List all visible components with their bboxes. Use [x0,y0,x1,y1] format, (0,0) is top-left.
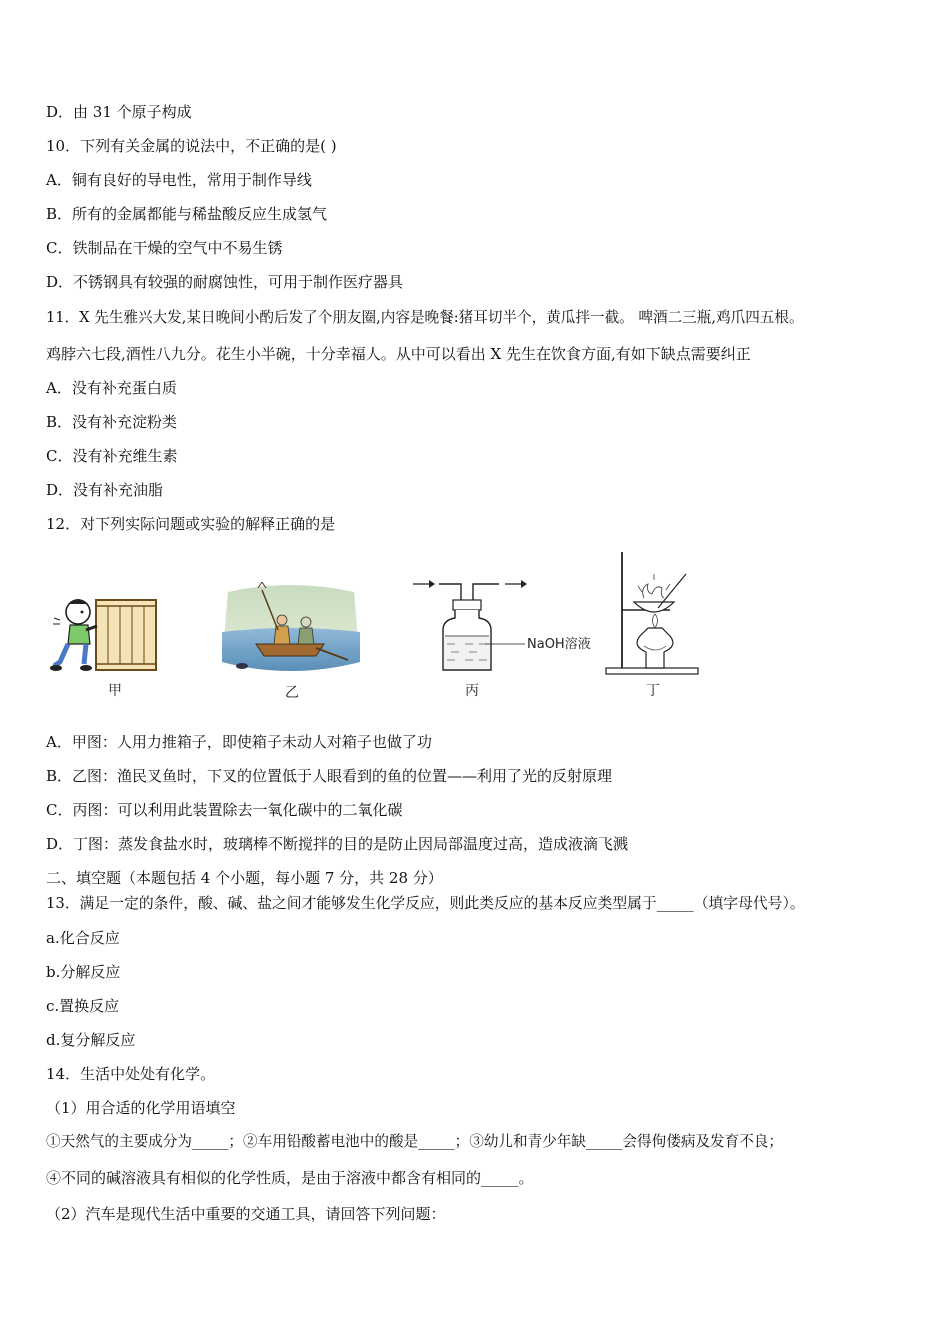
q12-option-a: A．甲图：人用力推箱子，即使箱子未动人对箱子也做了功 [46,733,432,751]
q13-option-b: b.分解反应 [46,963,121,981]
q11-option-c: C．没有补充维生素 [46,447,178,465]
q14-part1-blanks-line1: ①天然气的主要成分为_____；②车用铅酸蓄电池中的酸是_____；③幼儿和青少年缺_____会得佝偻病及发育不良； [46,1133,783,1150]
q14-stem: 14．生活中处处有化学。 [46,1065,216,1083]
q12-option-d: D．丁图：蒸发食盐水时，玻璃棒不断搅拌的目的是防止因局部温度过高，造成液滴飞溅 [46,835,629,853]
q10-stem: 10．下列有关金属的说法中，不正确的是( ) [46,137,337,155]
q10-option-a: A．铜有良好的导电性，常用于制作导线 [46,171,312,189]
q12-option-c: C．丙图：可以利用此装置除去一氧化碳中的二氧化碳 [46,801,403,819]
figure-ding-evaporation [600,550,700,676]
section-2-heading: 二、填空题（本题包括 4 个小题，每小题 7 分，共 28 分） [46,869,443,887]
q10-option-d: D．不锈钢具有较强的耐腐蚀性，可用于制作医疗器具 [46,273,404,291]
person-illustration [50,599,97,671]
q14-part2-heading: （2）汽车是现代生活中重要的交通工具，请回答下列问题： [46,1205,446,1223]
q12-stem: 12．对下列实际问题或实验的解释正确的是 [46,515,336,533]
q14-part1-heading: （1）用合适的化学用语填空 [46,1099,236,1117]
caption-yi: 乙 [285,685,299,701]
q13-stem: 13．满足一定的条件，酸、碱、盐之间才能够发生化学反应，则此类反应的基本反应类型属于_____（填字母代号）。 [46,895,805,912]
q10-option-b: B．所有的金属都能与稀盐酸反应生成氢气 [46,205,328,223]
figure-jia-pushing-box [50,592,165,674]
q10-option-c: C．铁制品在干燥的空气中不易生锈 [46,239,283,257]
q11-option-b: B．没有补充淀粉类 [46,413,178,431]
q12-option-b: B．乙图：渔民叉鱼时，下叉的位置低于人眼看到的鱼的位置——利用了光的反射原理 [46,767,613,785]
q11-option-d: D．没有补充油脂 [46,481,164,499]
figure-bing-gas-washing-bottle [405,574,605,674]
q13-option-c: c.置换反应 [46,997,120,1015]
q11-stem-line1: 11．X 先生雅兴大发,某日晚间小酌后发了个朋友圈,内容是晚餐:猪耳切半个，黄瓜拌一截。 啤酒二三瓶,鸡爪四五根。 [46,309,804,326]
q11-option-a: A．没有补充蛋白质 [46,379,177,397]
q13-option-a: a.化合反应 [46,929,120,947]
caption-bing: 丙 [465,683,479,699]
caption-ding: 丁 [646,683,660,699]
figure-yi-fishing [220,582,362,676]
boat-illustration [256,644,324,656]
fish-illustration [236,663,248,669]
q13-option-d: d.复分解反应 [46,1031,136,1049]
q9-option-d: D．由 31 个原子构成 [46,103,192,121]
caption-jia: 甲 [108,683,122,699]
q11-stem-line2: 鸡脖六七段,酒性八九分。花生小半碗，十分幸福人。从中可以看出 X 先生在饮食方面,有如下缺点需要纠正 [46,345,751,363]
wooden-box-illustration [96,600,156,670]
q14-part1-blanks-line2: ④不同的碱溶液具有相似的化学性质，是由于溶液中都含有相同的_____。 [46,1169,534,1187]
alcohol-lamp [637,628,673,668]
naoh-solution-label: NaOH溶液 [527,637,591,652]
